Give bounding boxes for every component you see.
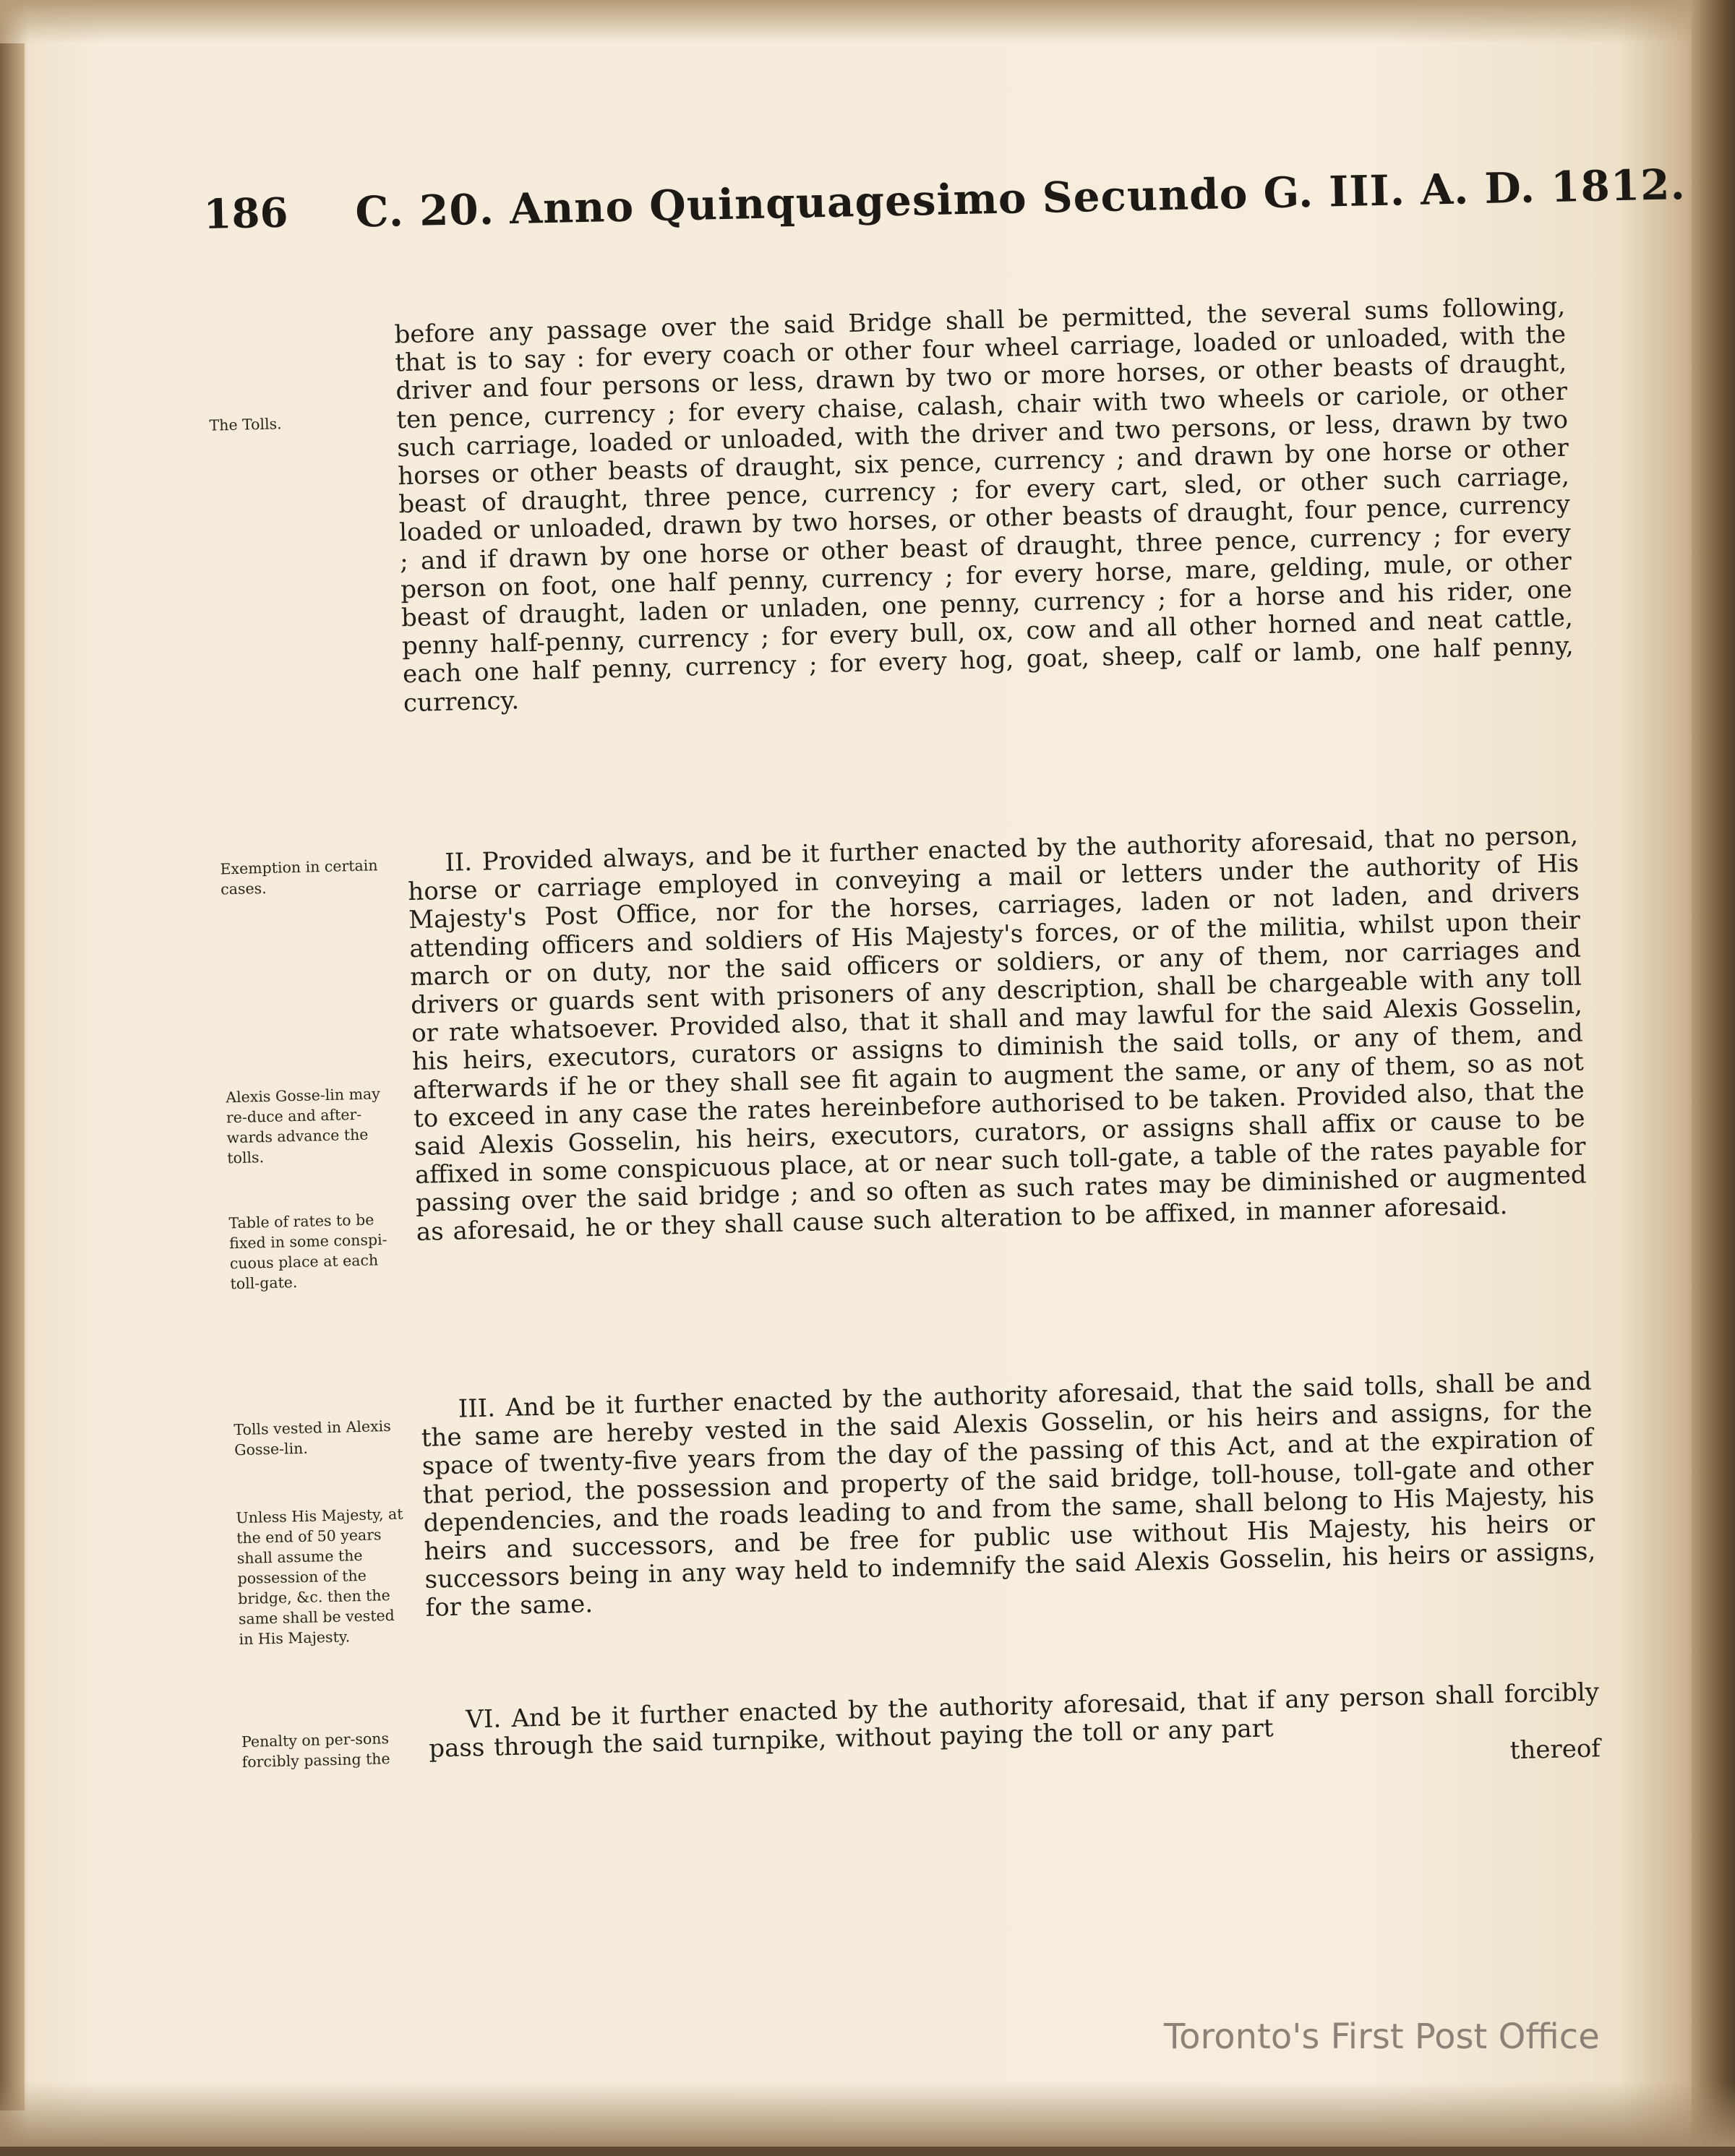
margin-note-tolls: The Tolls. — [209, 415, 282, 434]
paragraph-text: II. Provided always, and be it further enacted by the authority aforesaid, that no person, horse or carriage employed in conveying a mail or letters under the authority of His Majesty's Post Office, nor for the horses, carriages, laden or not laden, and drivers attending officers and soldiers of His Majesty's forces, or of the militia, whilst upon their march or on duty, nor the said officers or soldiers, or any of them, nor carriages and drivers or guards sent with prisoners of any description, shall be chargeable with any toll or rate whatsoever. Provided also, that it shall and may lawful for the said Alexis Gosselin, his heirs, executors, curators or assigns to diminish the said tolls, or any of them, and afterwards if he or they shall see fit again to augment the same, or any of them, so as not to exceed in any case the rates hereinbefore authorised to be taken. Provided also, that the said Alexis Gosselin, his heirs, executors, curators, or assigns shall affix or cause to be affixed in some conspicuous place, at or near such toll-gate, a table of the rates payable for passing over the said bridge ; and so often as such rates may be diminished or augmented as aforesaid, he or they shall cause such alteration to be affixed, in manner aforesaid. — [407, 820, 1587, 1247]
watermark-text: Toronto's First Post Office — [1164, 2017, 1600, 2057]
margin-note-exemption: Exemption in certain cases. — [220, 856, 378, 898]
paragraph-text: III. And be it further enacted by the authority aforesaid, that the said tolls, shall be and the same are hereby vested in the said Alexis Gosselin, or his heirs and assigns, for the space of twenty-five years from the day of the passing of this Act, and at the expiration of that period, the possession and property of the said bridge, toll-house, toll-gate and other dependencies, and the roads leading to and from the same, shall belong to His Majesty, his heirs and successors, and be free for public use without His Majesty, his heirs or successors being in any way held to indemnify the said Alexis Gosselin, his heirs or assigns, for the same. — [421, 1367, 1596, 1623]
margin-note-penalty: Penalty on per-sons forcibly passing the — [241, 1730, 390, 1771]
margin-note-table-of-rates: Table of rates to be fixed in some conspi-cuous place at each toll-gate. — [228, 1211, 387, 1293]
margin-note-tolls-vested: Tolls vested in Alexis Gosse-lin. — [234, 1417, 391, 1459]
paragraph-section-2 — [407, 822, 1588, 1247]
paragraph-tolls — [394, 293, 1575, 718]
paragraph-section-6 — [428, 1678, 1601, 1792]
running-title: C. 20. Anno Quinquagesimo Secundo G. III. A. D. 1812. — [354, 160, 1687, 237]
paragraph-section-3 — [420, 1367, 1596, 1623]
margin-note-unless-majesty: Unless His Majesty, at the end of 50 years shall assume the possession of the bridge, &c. then the same shall be vested in His Majesty. — [236, 1505, 403, 1649]
paragraph-text: before any passage over the said Bridge shall be permitted, the several sums following, that is to say : for every coach or other four wheel carriage, loaded or unloaded, with the driver and four persons or less, drawn by two or more horses, or other beasts of draught, ten pence, currency ; for every chaise, calash, chair with two wheels or cariole, or other such carriage, loaded or unloaded, with the driver and two persons, or less, drawn by two horses or other beasts of draught, six pence, currency ; and drawn by one horse or other beast of draught, three pence, currency ; for every cart, sled, or other such carriage, loaded or unloaded, drawn by two horses, or other beasts of draught, four pence, currency ; and if drawn by one horse or other beast of draught, three pence, currency ; for every person on foot, one half penny, currency ; for every horse, mare, gelding, mule, or other beast of draught, laden or unladen, one penny, currency ; for a horse and his rider, one penny half-penny, currency ; for every bull, ox, cow and all other horned and neat cattle, each one half penny, currency ; for every hog, goat, sheep, calf or lamb, one half penny, currency. — [394, 291, 1575, 718]
paragraph-text: VI. And be it further enacted by the authority aforesaid, that if any person shall forcibly pass through the said turnpike, without paying the toll or any part — [428, 1678, 1600, 1764]
catchword: thereof — [1509, 1734, 1601, 1766]
margin-note-reduce-tolls: Alexis Gosse-lin may re-duce and after-wards advance the tolls. — [225, 1085, 381, 1167]
page-number: 186 — [202, 189, 289, 239]
